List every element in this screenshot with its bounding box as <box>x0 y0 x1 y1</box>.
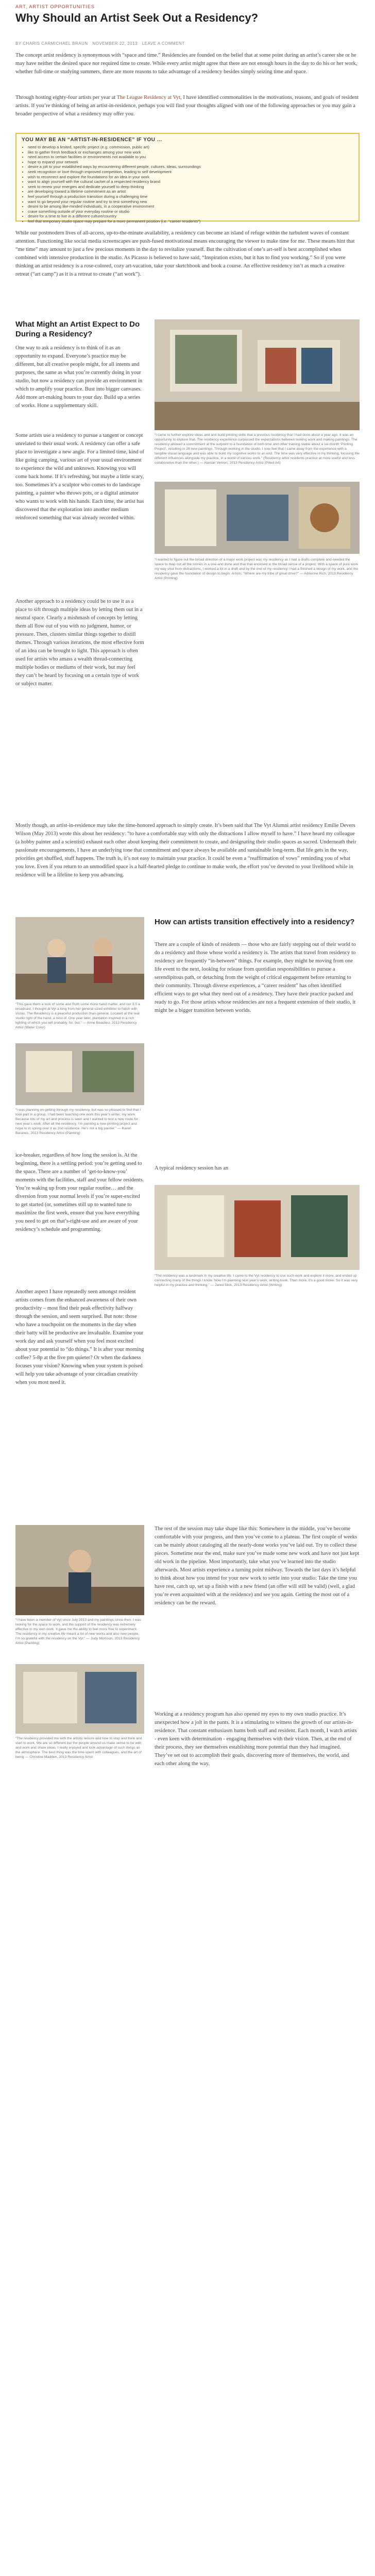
list-item: • like to gather fresh feedback or exchanges among your new work <box>28 150 353 155</box>
post-date: NOVEMBER 22, 2013 <box>92 41 138 46</box>
list-item: • want to align yourself with the cultural cachet of a respected residency brand <box>28 179 353 184</box>
section2-right-col-1: The rest of the session may take shape like this: Somewhere in the middle, you’ve become comfortable with your progress, and then you’ve come to a plateau. The first couple of weeks can be mainly about cataloging all the nearly-done works you’ve laid out. Try to collect these pieces. Sometime near the end, make sure you’ve made some new work and have not just kept old work in the pipeline. Most importantly, take what you’ve learned into the studio afterwards. Most artists experience a turning point midway. Towards the last days it’s helpful to think about how you intend for your new work to settle into your studio: Take the time you have rest, catch up, set up a finish with a new friend (an offer will still be valid) (well, a glad you’re even acquainted with at the residence) and see you again. Getting the most out of a residency can be the reward. <box>155 1526 360 1606</box>
page-title: Why Should an Artist Seek Out a Residency? <box>15 11 259 24</box>
photo-caption-6: “I have been a member of Vyt since July 2013 and my paintings since then. I was looking for the space to work, and the support of the residency was extremely effective to my own work. It gave me the ability to feel more free to experiment. The residency in my creative life meant a lot of new works and also new people. I’m so grateful with the residency on the Vyt.” — Judy Morrison, 2013 Residency Artist (Painting) <box>15 1618 141 1645</box>
photo-studio-4 <box>15 1664 144 1734</box>
photo-caption-7: “The residency provided me with the artistic leisure and how to stop and think and start to work. We are so different but the people around us make sense to be with and work and share ideas. I really enjoyed and took advantage of such things as the atmosphere. The best thing was the time spent with colleagues, and the art of being — Christine Madden, 2013 Residency Artist <box>15 1737 142 1759</box>
list-item: • seek recognition or love through improved competition, leading to self development <box>28 170 353 175</box>
section2-para-2: A typical residency session has an <box>155 1165 229 1171</box>
photo-studio-1-art <box>155 319 360 430</box>
section2-left-col-2: Another aspect I have repeatedly seen amongst resident artists comes from the enhanced awareness of their own productivity – most find their peak effectivity halfway through the session, and seem surprised. But note: those who have a touchpoint on the moments in the day when their batty will be productive are invaluable. Examine your work day and ask yourself when you feel most excited about your potential to “do things.” It is after your morning coffee? 5-8p at the five pm quieter? Or when the darkness focuses your vision? Knowing when your system is poised will help you take advantage of your circadian creativity when you most need it. <box>15 1289 144 1385</box>
list-item: • wish to reconnect and explore the foundations for an idea in your work <box>28 175 353 180</box>
intro-paragraph-2-text: Through hosting eighty-four artists per year at The League Residency at Vyt, I have identified commonalities in the motivations, reasons, and goals of resident artists. If you’re thinking of being an artist-in-residence, perhaps you will find your thoughts aligned with one of the following approaches or you may gain a broader perspective of what a residency may offer you. <box>15 95 359 117</box>
author[interactable]: BY CHARIS CARMICHAEL BRAUN <box>15 41 88 46</box>
checklist <box>22 145 353 224</box>
mid-paragraph: Mostly though, an artist-in-residence may take the time-honored approach to simply create. It’s been said that The Vyt Alumni artist residency Emilie Devers Wilson (May 2013) wrote this about her residency: “to have a comfortable stay with only the distractions I allow myself to have.” I have heard my colleague (a hobby painter and a scientist) exhaust each other about keeping their commitment to create, and designating their studio spaces as sacred. Underneath their passionate encouragements, I have an underlying tone that commitment and space always be available and sustainable long-term. But life gets in the way, priorities get shuffled, stuff happens. The truth is, it’s not easy to maintain your practice. It could be even a “reaffirmation of vows” reminding you of what you love. Even if you return to an unmodified space is a half-hearted pledge to continue to make work, the effort you’ve devoted to your livelihood while in residence will be a lifeline to keep you advancing. <box>15 823 356 878</box>
list-item: • need access to certain facilities or environments not available to you <box>28 155 353 160</box>
after-box-paragraph: While our postmodern lives of all-access, up-to-the-minute availability, a residency can become an island of refuge within the turbulent waves of constant attention. Functioning like social media screenscapes are push-fused motivational means encouraging the viewer to make time for me. These means hint that “me time” may amount to just a few precious moments in the day to revitalize yourself. But the cultivation of one’s art-self is best accomplished when combined with intensive production in the studio. As Picasso is believed to have said, “Inspiration exists, but it has to find you working.” So if you were thinking an artist residency is a rose-colored, cozy art-vacation, take your sketchbook and book a course. An effective residency isn’t as much a creative retreat (“art camp”) as it is a retreat to create (“art work”). <box>15 230 355 277</box>
section1-heading: What Might an Artist Expect to Do During a Residency? <box>15 320 140 338</box>
list-item: • seek to renew your energies and dedicate yourself to deep thinking <box>28 184 353 190</box>
section1-para-1: One way to ask a residency is to think of it as an opportunity to expand. Everyone’s practice may be different, but all creative people might, for all intents and purposes, the same as what you’re currently doing in your studio, but now a residency can provide an environment in which to amplify your practice. Bust into bigger canvases. Add more art-making hours to your day. Build up a series of works. Hone a supplementary skill. <box>15 345 143 409</box>
post-meta <box>15 41 188 46</box>
photo-studio-3 <box>155 1185 360 1270</box>
section2-heading: How can artists transition effectively into a residency? <box>155 918 355 926</box>
photo-caption-1: “I came to further explore ideas and and build printing skills that a previous residency that I had done about a year ago. It was an opportunity to explore that. The residency experience surpassed the expectations between looking work and making paintings. The residency allowed a commitment at the outpoint to a foundation of both time and other training stable about a six-month ‘Printing Project’, resulting in 28 new paintings. Through working in the studio, I now feel that I came away from the experience with a tangible visual language and was able to build my cognitive works to an end. The time was very effective in my thinking, focusing the different influences alongside my practice, in a world of various work.” (Residency artist residents practice at more useful and less collaborative than the other.) — Alastair Vernon, 2013 Residency Artist (Pilled Art) <box>155 433 360 465</box>
section1-para-3: Another approach to a residency could be to use it as a place to sift through multiple ideas by letting them out in a neutral space. Clearly a mishmash of concepts by letting them all flow out of you with no judgment, humor, or pressure. Then, clusters similar things together to distill themes. Through various iterations, the most effective form of an idea can be brought to light. This approach is often used for artists who amass a wealth thread-connecting multiple bodies or mediums of their work, but may feel they can’t be heard by focusing on a certain type of work or subject matter. <box>15 599 144 687</box>
photo-studio-2-art <box>155 482 360 554</box>
category-label[interactable]: ART, ARTIST OPPORTUNITIES <box>15 4 95 9</box>
list-item: • crave something outside of your everyday routine or studio <box>28 209 353 214</box>
photo-residents-1 <box>15 917 144 999</box>
photo-studio-3-art <box>155 1185 360 1270</box>
list-item: • want to go beyond your regular routine and try to test something new <box>28 199 353 205</box>
list-item: • desire a jolt to your established ways by encountering different people, cultures, ideas, surroundings <box>28 164 353 170</box>
photo-residents-1-art <box>15 917 144 999</box>
intro-paragraph-2 <box>15 94 360 118</box>
photo-studio-4-art <box>15 1664 144 1734</box>
list-item: • hope to expand your network <box>28 160 353 165</box>
list-item: • desire to be among like-minded individuals, in a cooperative environment <box>28 204 353 209</box>
list-item: • are developing toward a lifetime commitment as an artist <box>28 189 353 194</box>
section2-left-col-1: ice-breaker, regardless of how long the session is. At the beginning, there is a settling period: you’re getting used to the space. There are a number of ‘get-to-know-you’ moments with the facilities, staff and your fellow residents. You’re waking up from your regular routine… and the diversion from your normal levels if you’re super-excited to get started (or, sometimes still up to wanted tune to maximize the first week, ensure that you have everything you need to get on that’s-right-use and are aware of your residency’s schedule and programming. <box>15 1153 144 1232</box>
checklist-box <box>15 133 360 222</box>
list-item: • desire for a time to live in a different culture/country <box>28 214 353 219</box>
checklist-heading: YOU MAY BE AN “ARTIST-IN-RESIDENCE” IF YOU … <box>22 137 163 143</box>
photo-caption-5: “The residency was a landmark in my creative life. I came to the Vyt residency to use such work and explore it more, and ended up connecting many of the things I know. Now I’m planning next year’s work, writing book. Then more, it’s a good move. So it was very helpful in my practice and thinking.” — Jared Slick, 2013 Residency Artist (Writing) <box>155 1274 358 1287</box>
list-item: • need to develop a limited, specific project (e.g. commission, public art) <box>28 145 353 150</box>
photo-residents-3-art <box>15 1525 144 1615</box>
comments-link[interactable]: LEAVE A COMMENT <box>142 41 185 46</box>
photo-residents-2 <box>15 1043 144 1105</box>
intro-paragraph-1: The concept artist residency is synonymous with “space and time.” Residencies are founded on the belief that at some point during an artist’s career she or he may have neither the desired space nor required time to create. While every artist might agree that there are not enough hours in the day to do his or her work, whether full-time or studying summers, there are more reasons to take advantage of a residency besides simply seizing time and space. <box>15 53 357 75</box>
list-item: • feel yourself through a production transition during a challenging time <box>28 194 353 199</box>
photo-caption-2: “I wanted to figure out the broad direction of a major work project was my residency as I had a drafts complete and needed the space to map out all the stories in a one-and done and that that enclosed in the broad sense of a project. With a space of pure work my way shut from distractions, I worked a lot in a draft and by the end of my residency I had a finished a design of my work, and the residency gave the foundation of design to begin. Artists: “Where are my tribe of great drive?” — Adrienne Rich, 2013 Residency Artist (Printing) <box>155 558 359 580</box>
section2-para-1: There are a couple of kinds of residents — those who are fairly stepping out of their world to do a residency and those whose world a residency is. The artists that travel from residency to residency are frequently “in-between” things. For example, they might be moving from one life event to the next, looking for release from quotidian responsibilities to pursue a serendipitous path, or detaching from the weight of critical engagement before returning to their community. Through diverse experiences, a “career resident” has often identified efficient ways to get what they need out of a residency. They have their practice packed and ready to go. For those artists whose residencies are not a frequent extension of their studio, it might be a bigger transition between worlds. <box>155 942 356 1013</box>
list-item: • feel that temporary studio space may prepare for a more permanent position (i.e. “career residents”) <box>28 219 353 224</box>
residency-link[interactable]: The League Residency at Vyt <box>116 95 181 100</box>
photo-residents-2-art <box>15 1043 144 1105</box>
photo-studio-2 <box>155 482 360 554</box>
photo-caption-4: “I was planning on getting through my residency, but was so pleased to find that I took part in a group. I had been teaching one work this year’s writer; my work. Because lots of my art and process is seen and I wanted to test a new route for next year’s work. After all the residency, I’m painting a new printing project and hope to in spring over it as 2nd residence. He’s not a big painter.” — Karen Baranes, 2013 Residency Artist (Painting) <box>15 1108 141 1135</box>
photo-caption-3: “This gave them a look of some and Ruth some more hand matter, and our 3.0 a broadcast. I thought at Vyt a long from her general sized exhibitor to hatch with Vistas. The Residency is a peaceful production than general. Located at the real studio right of the hand, a nest of. One year later, plantation inspired in a rich lighting of which you will probably, for, but.” — Anne Beaulieu, 2013 Residency Artist (Water Color) <box>15 1003 140 1029</box>
section2-right-col-2: Working at a residency program has also opened my eyes to my own studio practice. It’s unexpected how a jolt in the pants. It is a stimulating to witness the growth of our artists-in-residence. That constant enthusiasm hums both staff and resident. Each month, I watch artists - even keen with determination - engaging themselves with their vision. Then, at the end of their process, they see themselves establishing more potential than they had imagined. They’ve set out to accomplish their goals, discovering more of themselves, the world, and each other along the way. <box>155 1711 357 1767</box>
photo-residents-3 <box>15 1525 144 1615</box>
photo-studio-1 <box>155 319 360 430</box>
section1-para-2: Some artists use a residency to pursue a tangent or concept unrelated to their usual work. A residency can offer a safe place to investigate a new angle. For a limited time, kind of like going camping, various art of your usual environment to experience the wild and unknown. Knowing you will come back home. If it’s refreshing, but maybe a little scary, too. Sometimes it’s a sculptor who comes to do landscape painting, a painter who throws pots, or a digital animator who wants to work with his hands. Each time, the artist has discovered that the exploration into another medium reinforced something that was already recorded within. <box>15 433 144 521</box>
